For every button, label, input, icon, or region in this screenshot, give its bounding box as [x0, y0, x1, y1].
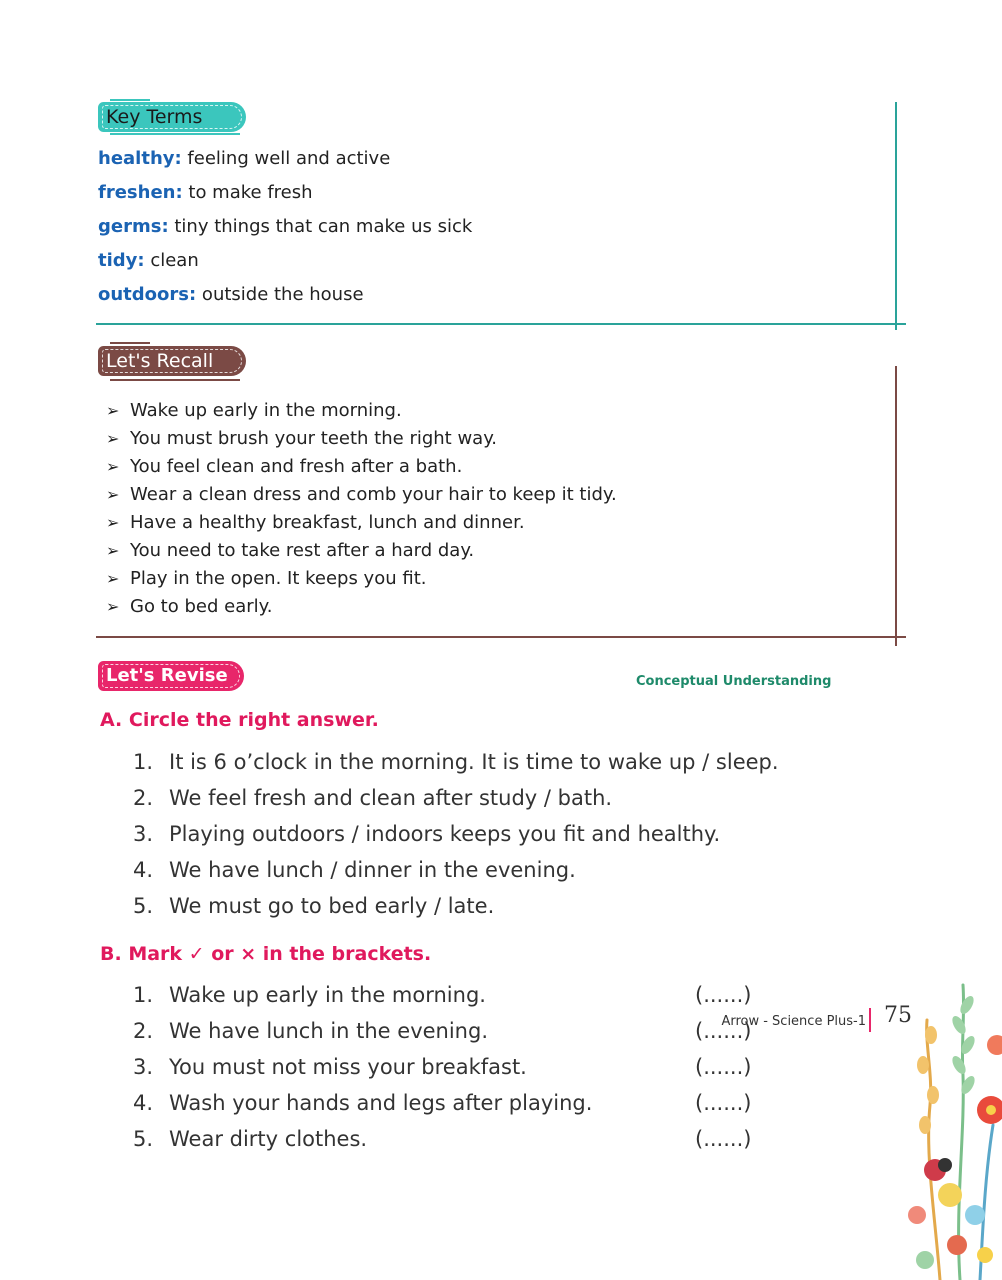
key-terms-title: Key Terms: [106, 106, 203, 128]
list-item: ➢ You feel clean and fresh after a bath.: [106, 456, 463, 477]
answer-bracket[interactable]: (......): [695, 1127, 752, 1151]
recall-right-border: [895, 366, 897, 646]
book-title: Arrow - Science Plus-1: [721, 1014, 866, 1029]
recall-title: Let's Recall: [106, 350, 214, 372]
key-term-tidy: tidy: clean: [98, 250, 199, 271]
list-item: ➢ Have a healthy breakfast, lunch and dinner.: [106, 512, 525, 533]
answer-bracket[interactable]: (......): [695, 1055, 752, 1079]
key-terms-tag: [98, 102, 246, 132]
revise-title: Let's Revise: [106, 665, 228, 686]
recall-bottom-border: [96, 636, 906, 638]
key-term-healthy: healthy: feeling well and active: [98, 148, 391, 169]
question-item: 2. We have lunch in the evening.: [133, 1019, 488, 1043]
list-item: ➢ Go to bed early.: [106, 596, 273, 617]
page-number: 75: [884, 1003, 912, 1028]
question-item: 2. We feel fresh and clean after study / bath.: [133, 786, 613, 810]
question-item: 4. We have lunch / dinner in the evening.: [133, 858, 576, 882]
divider: [110, 342, 150, 344]
answer-bracket[interactable]: (......): [695, 1019, 752, 1043]
question-item: 3. Playing outdoors / indoors keeps you fit and healthy.: [133, 822, 721, 846]
section-b-heading: B. Mark ✓ or × in the brackets.: [100, 943, 432, 965]
key-term-outdoors: outdoors: outside the house: [98, 284, 364, 305]
key-term-freshen: freshen: to make fresh: [98, 182, 313, 203]
recall-tag: [98, 346, 246, 376]
question-item: 4. Wash your hands and legs after playing.: [133, 1091, 593, 1115]
revise-tag: [98, 661, 244, 691]
list-item: ➢ You must brush your teeth the right way.: [106, 428, 498, 449]
list-item: ➢ You need to take rest after a hard day.: [106, 540, 475, 561]
list-item: ➢ Wake up early in the morning.: [106, 400, 402, 421]
list-item: ➢ Play in the open. It keeps you fit.: [106, 568, 427, 589]
section-a-heading: A. Circle the right answer.: [100, 709, 379, 731]
divider: [110, 99, 150, 101]
conceptual-understanding-label: Conceptual Understanding: [636, 674, 832, 689]
question-item: 5. Wear dirty clothes.: [133, 1127, 368, 1151]
answer-bracket[interactable]: (......): [695, 1091, 752, 1115]
list-item: ➢ Wear a clean dress and comb your hair to keep it tidy.: [106, 484, 617, 505]
divider: [110, 379, 240, 381]
question-item: 1. Wake up early in the morning.: [133, 983, 486, 1007]
question-item: 3. You must not miss your breakfast.: [133, 1055, 527, 1079]
question-item: 1. It is 6 o’clock in the morning. It is time to wake up / sleep.: [133, 750, 779, 774]
question-item: 5. We must go to bed early / late.: [133, 894, 495, 918]
answer-bracket[interactable]: (......): [695, 983, 752, 1007]
divider: [110, 133, 240, 135]
key-term-germs: germs: tiny things that can make us sick: [98, 216, 473, 237]
key-terms-bottom-border: [96, 323, 906, 325]
footer-divider: [869, 1008, 871, 1032]
floral-illustration: [905, 965, 1002, 1280]
key-terms-right-border: [895, 102, 897, 330]
